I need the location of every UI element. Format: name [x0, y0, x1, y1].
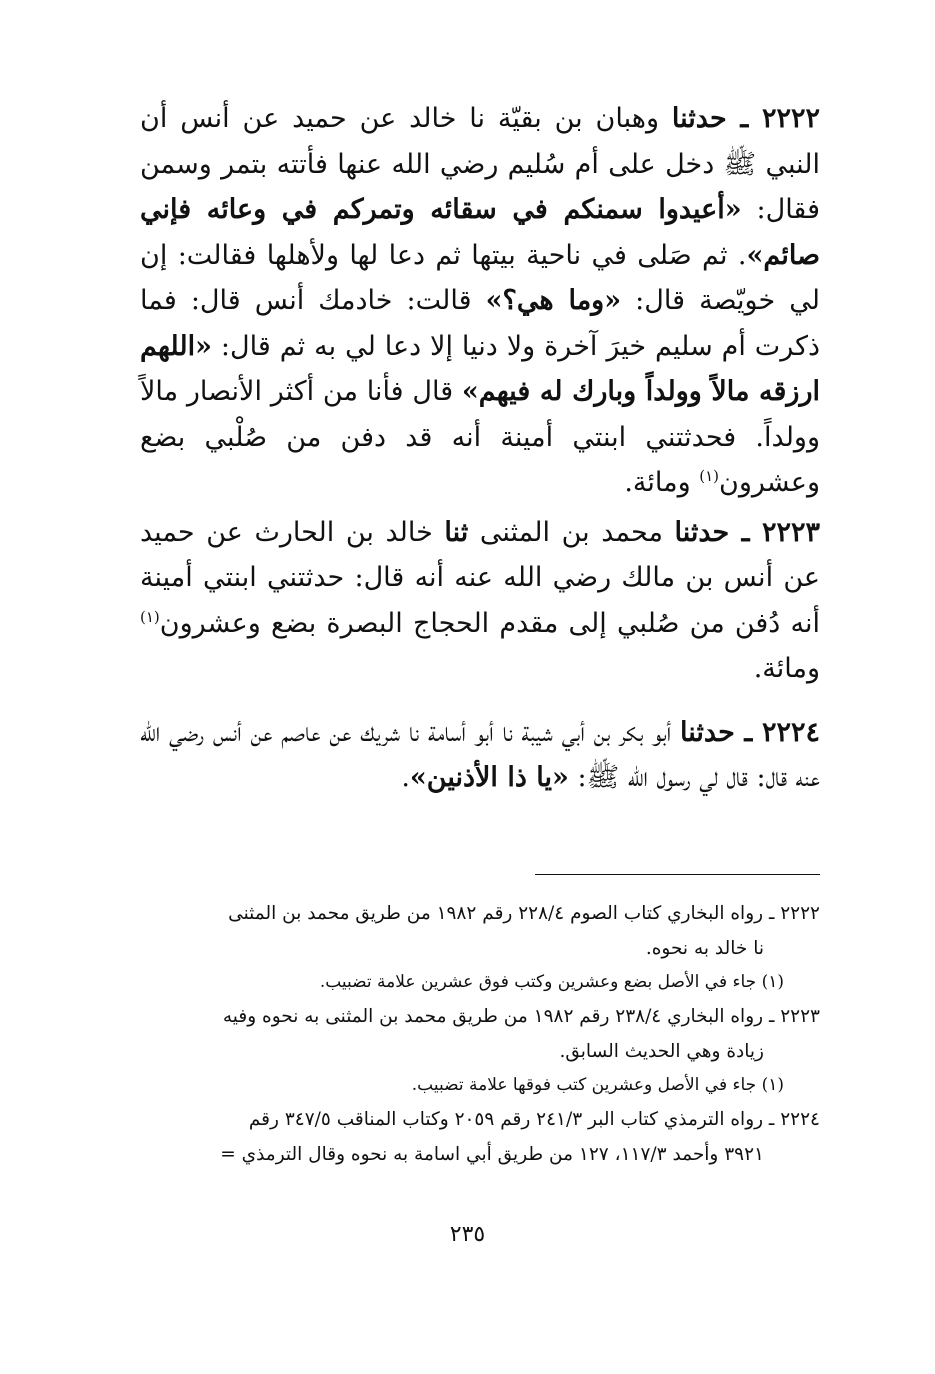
footnote-2222 [120, 896, 820, 966]
hadith-text: خالد بن الحارث عن حميد عن أنس بن مالك رضي الله عنه أنه قال: حدثتني ابنتي أمينة أنه دُفن من صُلبي إلى مقدم الحجاج البصرة بضع وعشرون [140, 516, 820, 639]
hadith-lead-word: حدثنا [680, 716, 735, 748]
hadith-text: قالت: خادمك أنس قال: فما ذكرت أم سليم خيرَ آخرة ولا دنيا إلا دعا لي به ثم قال: [140, 285, 820, 362]
hadith-text: أبو بكر بن أبي شيبة نا أبو أسامة نا شريك عن عاصم عن أنس رضي الله عنه قال: قال لي رسول الله ﷺ: [140, 716, 820, 793]
hadith-lead-word: ثنا [444, 516, 469, 548]
footnote-text: ٢٢٢٣ ـ رواه البخاري ٢٣٨/٤ رقم ١٩٨٢ من طريق محمد بن المثنى به نحوه وفيه [222, 1006, 820, 1027]
footnote-continuation: ٣٩٢١ وأحمد ١١٧/٣، ١٢٧ من طريق أبي اسامة به نحوه وقال الترمذي = [220, 1144, 764, 1165]
hadith-text: محمد بن المثنى [468, 516, 675, 548]
hadith-text: . ثم صَلى في ناحية بيتها ثم دعا لها ولأهلها فقالت: إن لي خويّصة قال: [140, 239, 820, 316]
hadith-dash: ـ [726, 103, 762, 134]
main-text [140, 96, 820, 801]
hadith-lead-word: حدثنا [674, 516, 730, 548]
hadith-number: ٢٢٢٢ [761, 103, 820, 134]
hadith-text: . [401, 762, 410, 793]
footnotes [120, 896, 820, 1172]
footnote-2224 [120, 1102, 820, 1172]
sub-footnote: (١) جاء في الأصل وعشرين كتب فوقها علامة تضبيب. [411, 1075, 784, 1095]
prophetic-quote: «وما هي؟» [485, 285, 622, 316]
footnote-continuation: زيادة وهي الحديث السابق. [559, 1041, 764, 1062]
hadith-text: ومائة. [624, 467, 700, 498]
hadith-number: ٢٢٢٣ [761, 516, 820, 548]
hadith-lead-word: حدثنا [671, 103, 727, 134]
hadith-text: ومائة. [753, 653, 820, 684]
footnote-continuation: نا خالد به نحوه. [645, 938, 764, 959]
hadith-2223 [140, 510, 820, 692]
sub-footnote: (١) جاء في الأصل بضع وعشرين وكتب فوق عشرين علامة تضبيب. [319, 972, 784, 992]
page-number: ٢٣٥ [449, 1222, 486, 1247]
hadith-text: قال فأنا من أكثر الأنصار مالاً وولداً. فحدثتني ابنتي أمينة أنه قد دفن من صُلْبي بضع وعشرون [140, 376, 820, 498]
hadith-dash: ـ [734, 716, 762, 748]
hadith-text: وهبان بن بقيّة نا خالد عن حميد عن أنس أن النبي ﷺ دخل على أم سُليم رضي الله عنها فأتته بتمر وسمن فقال: [140, 103, 820, 225]
prophetic-quote: «أعيدوا سمنكم في سقائه وتمركم في وعائه فإني صائم» [140, 194, 820, 271]
footnote-marker: (١) [699, 467, 719, 485]
footnote-text: ٢٢٢٢ ـ رواه البخاري كتاب الصوم ٢٢٨/٤ رقم ١٩٨٢ من طريق محمد بن المثنى [228, 903, 820, 924]
footnote-2223 [120, 999, 820, 1069]
footnote-marker: (١) [140, 607, 160, 626]
hadith-number: ٢٢٢٤ [761, 716, 820, 748]
prophetic-quote: «يا ذا الأذنين» [409, 762, 569, 793]
hadith-2224 [140, 710, 820, 801]
footnote-text: ٢٢٢٤ ـ رواه الترمذي كتاب البر ٢٤١/٣ رقم ٢٠٥٩ وكتاب المناقب ٣٤٧/٥ رقم [248, 1109, 820, 1130]
prophetic-quote: «اللهم ارزقه مالاً وولداً وبارك له فيهم» [140, 330, 821, 407]
footnote-separator [535, 874, 820, 875]
hadith-2222 [140, 96, 820, 506]
hadith-dash: ـ [729, 516, 762, 548]
